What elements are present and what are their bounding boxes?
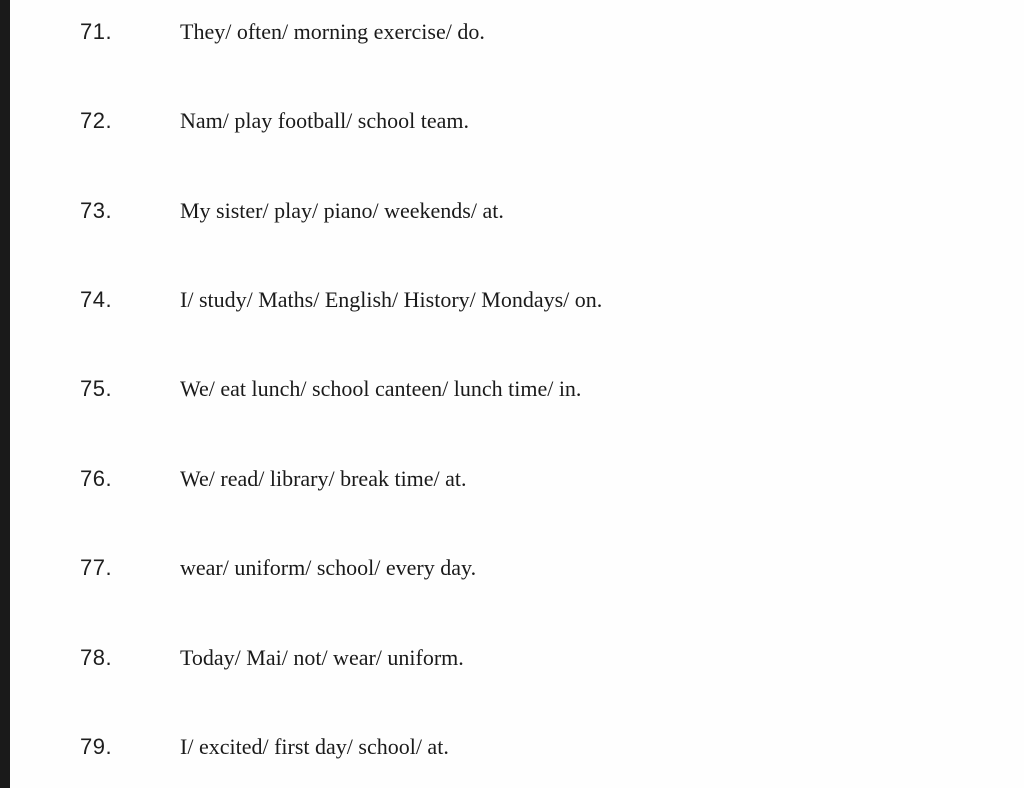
exercise-number: 72. [80,108,113,133]
exercise-prompt: I/ study/ Maths/ English/ History/ Mondays/ on. [180,287,603,312]
exercise-item [0,459,1024,499]
exercise-number: 76. [80,466,113,491]
exercise-number: 77. [80,555,113,580]
exercise-prompt: Today/ Mai/ not/ wear/ uniform. [180,645,464,670]
exercise-item [0,369,1024,409]
exercise-prompt: Nam/ play football/ school team. [180,108,469,133]
exercise-item [0,727,1024,767]
exercise-prompt: We/ eat lunch/ school canteen/ lunch time/ in. [180,376,582,401]
exercise-prompt: My sister/ play/ piano/ weekends/ at. [180,198,504,223]
exercise-prompt: We/ read/ library/ break time/ at. [180,466,467,491]
exercise-number: 75. [80,376,113,401]
exercise-prompt: I/ excited/ first day/ school/ at. [180,734,449,759]
exercise-item [0,191,1024,231]
exercise-prompt: wear/ uniform/ school/ every day. [180,555,477,580]
exercise-item [0,12,1024,52]
exercise-number: 79. [80,734,113,759]
exercise-number: 73. [80,198,113,223]
exercise-item [0,548,1024,588]
exercise-item [0,101,1024,141]
exercise-item [0,280,1024,320]
exercise-item [0,638,1024,678]
exercise-prompt: They/ often/ morning exercise/ do. [180,19,485,44]
exercise-number: 74. [80,287,113,312]
exercise-number: 71. [80,19,113,44]
exercise-number: 78. [80,645,113,670]
